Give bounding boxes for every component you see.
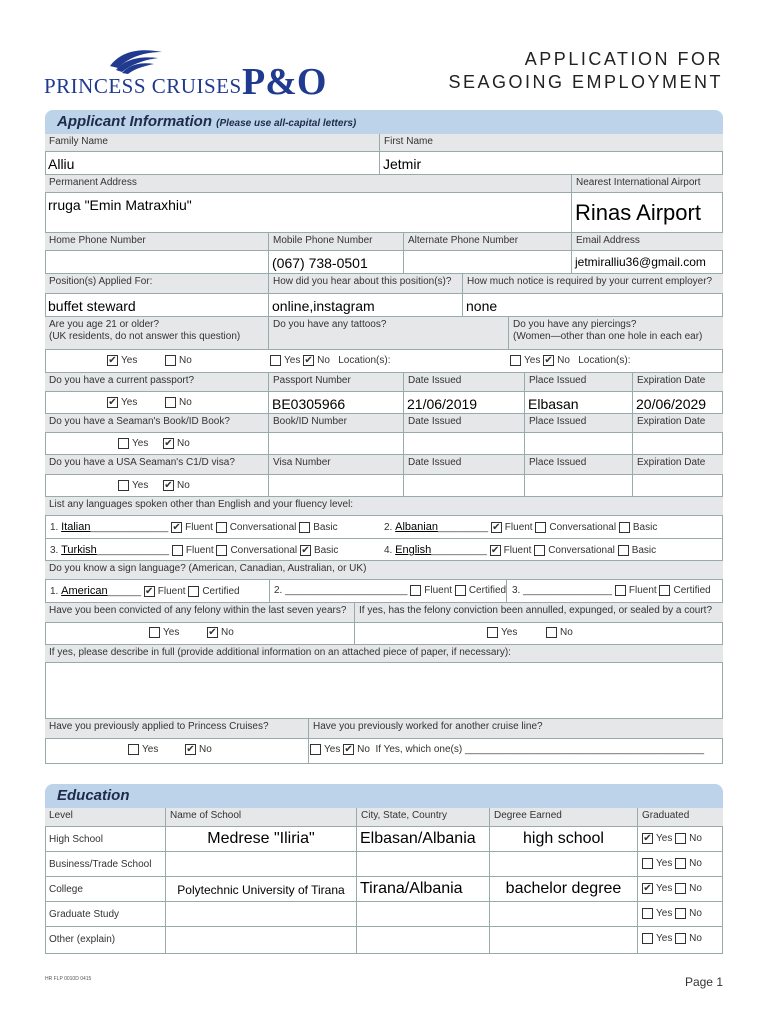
edu-city[interactable] [356,852,489,876]
sign-language-3[interactable]: 3. ________________ Fluent Certified [512,585,711,597]
col-level: Level [49,810,73,821]
address-label: Permanent Address [49,177,137,188]
col-graduated: Graduated [637,808,723,826]
edu-city[interactable] [356,902,489,926]
passport-question: Do you have a current passport? [49,375,195,386]
page-number: Page 1 [684,975,723,989]
notice-label: How much notice is required by your current employer? [462,274,723,293]
first-name-label: First Name [379,134,723,151]
col-school: Name of School [165,808,356,826]
other-cruise-options[interactable]: Yes ✔ No If Yes, which one(s) ___________________________________________ [310,744,704,755]
mobile-phone-label: Mobile Phone Number [268,233,403,250]
first-name-field[interactable]: Jetmir [379,152,723,174]
edu-city[interactable]: Elbasan/Albania [356,827,489,851]
edu-city[interactable]: Tirana/Albania [356,877,489,901]
felony-question: Have you been convicted of any felony within the last seven years? [49,605,347,616]
passport-no-option[interactable]: No [165,397,192,408]
felony-no-option[interactable]: ✔ No [208,627,234,639]
passport-place-field[interactable]: Elbasan [524,392,632,413]
edu-level: High School [49,834,103,845]
edu-graduated[interactable]: Yes No [637,902,723,926]
col-degree: Degree Earned [489,808,637,826]
seaman-question: Do you have a Seaman's Book/ID Book? [49,416,230,427]
age-no-option[interactable]: No [165,355,192,366]
education-row [45,927,723,953]
education-row [45,852,723,877]
edu-city[interactable] [356,927,489,953]
family-name-label: Family Name [49,136,108,147]
annulled-question: If yes, has the felony conviction been annulled, expunged, or sealed by a court? [354,603,723,622]
passport-number-label: Passport Number [268,373,403,391]
edu-school[interactable]: Medrese "Iliria" [165,827,356,851]
brand-name: PRINCESS CRUISES [44,74,242,98]
visa-number-label: Visa Number [268,455,403,474]
seaman-no-option[interactable]: ✔ No [164,438,190,450]
age-yes-option[interactable]: ✔ Yes [108,355,138,367]
edu-degree[interactable]: bachelor degree [489,877,637,901]
edu-school[interactable]: Polytechnic University of Tirana [165,877,356,901]
piercing-question: Do you have any piercings? (Women—other than one hole in each ear) [508,317,723,349]
describe-field[interactable] [45,663,723,719]
visa-yes-option[interactable]: Yes [118,480,148,491]
languages-question: List any languages spoken other than English and your fluency level: [49,499,354,510]
princess-seawitch-logo-icon [108,44,164,74]
form-code: HR FLP 0010D 0415 [45,976,92,982]
hear-label: How did you hear about this position(s)? [268,274,462,293]
sign-language-2[interactable]: 2. ______________________ Fluent Certified [274,585,507,597]
edu-graduated[interactable]: ✔ Yes No [637,877,723,901]
alternate-phone-field[interactable] [403,251,571,273]
annulled-no-option[interactable]: No [546,627,573,638]
applicant-section-header: Applicant Information (Please use all-capital letters) [45,110,723,134]
education-row [45,902,723,927]
alternate-phone-label: Alternate Phone Number [403,233,571,250]
felony-yes-option[interactable]: Yes [149,627,179,638]
sign-language-question: Do you know a sign language? (American, Canadian, Australian, or UK) [49,563,367,574]
prev-applied-yes-option[interactable]: Yes [128,744,158,755]
email-label: Email Address [571,233,723,250]
education-row [45,827,723,852]
edu-school[interactable] [165,852,356,876]
edu-level: Graduate Study [49,909,120,920]
po-logo: P&O [242,61,327,103]
passport-exp-field[interactable]: 20/06/2029 [632,392,723,413]
edu-level: Other (explain) [49,934,116,945]
age-question: Are you age 21 or older? (UK residents, do not answer this question) [49,319,241,342]
annulled-yes-option[interactable]: Yes [487,627,517,638]
previous-applied-question: Have you previously applied to Princess Cruises? [49,721,269,732]
hear-field[interactable]: online,instagram [268,294,462,316]
edu-school[interactable] [165,902,356,926]
prev-applied-no-option[interactable]: ✔ No [186,744,212,756]
position-field[interactable]: buffet steward [48,298,136,314]
mobile-phone-field[interactable]: (067) 738-0501 [268,251,403,273]
education-section-header: Education [45,784,723,808]
edu-degree[interactable] [489,852,637,876]
position-label: Position(s) Applied For: [49,276,153,287]
passport-date-label: Date Issued [403,373,524,391]
airport-field[interactable]: Rinas Airport [571,193,723,232]
describe-question: If yes, please describe in full (provide additional information on an attached piece of paper, if necessary): [49,647,511,658]
edu-degree[interactable]: high school [489,827,637,851]
usa-visa-question: Do you have a USA Seaman's C1/D visa? [49,457,235,468]
other-cruise-question: Have you previously worked for another cruise line? [308,719,723,738]
piercing-options[interactable]: Yes ✔ No Location(s): [510,355,631,366]
edu-level: Business/Trade School [49,859,152,870]
tattoo-options[interactable]: Yes ✔ No Location(s): [270,355,391,366]
page-title-line2: SEAGOING EMPLOYMENT [448,72,723,92]
home-phone-field[interactable] [45,251,268,273]
language-4[interactable]: 4. English__________ ✔ Fluent Conversational Basic [384,544,657,556]
passport-yes-option[interactable]: ✔ Yes [108,397,138,409]
education-row [45,877,723,902]
edu-school[interactable] [165,927,356,953]
passport-number-field[interactable]: BE0305966 [268,392,403,413]
edu-graduated[interactable]: Yes No [637,927,723,953]
address-field[interactable]: rruga "Emin Matraxhiu" [48,197,192,213]
language-2[interactable]: 2. Albanian_________ ✔ Fluent Conversational Basic [384,521,658,533]
visa-no-option[interactable]: ✔ No [164,480,190,492]
edu-degree[interactable] [489,927,637,953]
book-number-label: Book/ID Number [268,414,403,432]
language-3[interactable]: 3. Turkish_____________ Fluent Conversational ✔ Basic [50,544,339,556]
book-number-field[interactable] [268,433,403,454]
edu-graduated[interactable]: Yes No [637,852,723,876]
education-header-row [45,808,723,827]
airport-label: Nearest International Airport [571,175,723,192]
home-phone-label: Home Phone Number [49,235,146,246]
email-field[interactable]: jetmiralliu36@gmail.com [571,251,723,273]
sign-language-1[interactable]: 1. American______ ✔ Fluent Certified [50,585,240,597]
col-city: City, State, Country [356,808,489,826]
family-name-field[interactable]: Alliu [48,156,75,172]
passport-exp-label: Expiration Date [632,373,723,391]
edu-level: College [49,884,83,895]
notice-field[interactable]: none [462,294,723,316]
seaman-yes-option[interactable]: Yes [118,438,148,449]
edu-graduated[interactable]: ✔ Yes No [637,827,723,851]
passport-date-field[interactable]: 21/06/2019 [403,392,524,413]
edu-degree[interactable] [489,902,637,926]
tattoo-question: Do you have any tattoos? [268,317,508,349]
visa-number-field[interactable] [268,475,403,496]
passport-place-label: Place Issued [524,373,632,391]
language-1[interactable]: 1. Italian______________ ✔ Fluent Conversational Basic [50,521,338,533]
page-title-line1: APPLICATION FOR [524,49,723,69]
